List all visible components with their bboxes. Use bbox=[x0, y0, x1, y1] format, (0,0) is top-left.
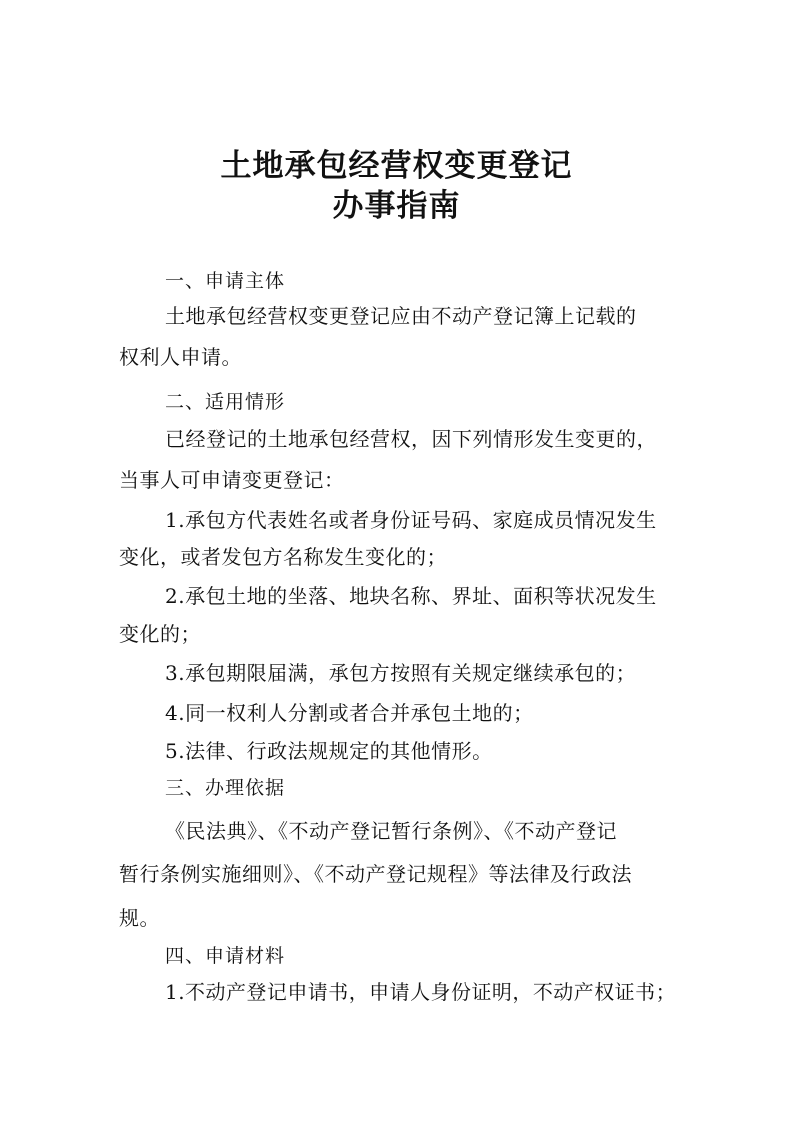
list-item-line: 5.法律、行政法规规定的其他情形。 bbox=[165, 739, 493, 763]
paragraph-line: 土地承包经营权变更登记应由不动产登记簿上记载的 bbox=[165, 304, 637, 328]
paragraph-line: 暂行条例实施细则》、《不动产登记规程》等法律及行政法 bbox=[119, 862, 632, 886]
paragraph-line: 权利人申请。 bbox=[119, 345, 242, 369]
list-item-line: 3.承包期限届满，承包方按照有关规定继续承包的； bbox=[165, 661, 637, 685]
paragraph-line: 规。 bbox=[119, 906, 160, 930]
paragraph-line: 已经登记的土地承包经营权，因下列情形发生变更的， bbox=[165, 427, 657, 451]
list-item-line: 变化，或者发包方名称发生变化的； bbox=[119, 545, 447, 569]
section-heading-materials: 四、申请材料 bbox=[165, 945, 286, 967]
paragraph-line: 《民法典》、《不动产登记暂行条例》、《不动产登记 bbox=[165, 819, 617, 843]
list-item-line: 4.同一权利人分割或者合并承包土地的； bbox=[165, 701, 534, 725]
document-title-line1: 土地承包经营权变更登记 bbox=[220, 148, 573, 184]
list-item-line: 1.不动产登记申请书，申请人身份证明，不动产权证书； bbox=[165, 980, 677, 1004]
list-item-line: 2.承包土地的坐落、地块名称、界址、面积等状况发生 bbox=[165, 584, 657, 608]
list-item-line: 1.承包方代表姓名或者身份证号码、家庭成员情况发生 bbox=[165, 508, 657, 532]
list-item-line: 变化的； bbox=[119, 622, 201, 646]
section-heading-applicable-cases: 二、适用情形 bbox=[165, 391, 286, 413]
section-heading-applicant: 一、申请主体 bbox=[165, 270, 286, 292]
paragraph-line: 当事人可申请变更登记： bbox=[119, 468, 345, 492]
document-title-line2: 办事指南 bbox=[332, 188, 461, 224]
section-heading-legal-basis: 三、办理依据 bbox=[165, 777, 286, 799]
